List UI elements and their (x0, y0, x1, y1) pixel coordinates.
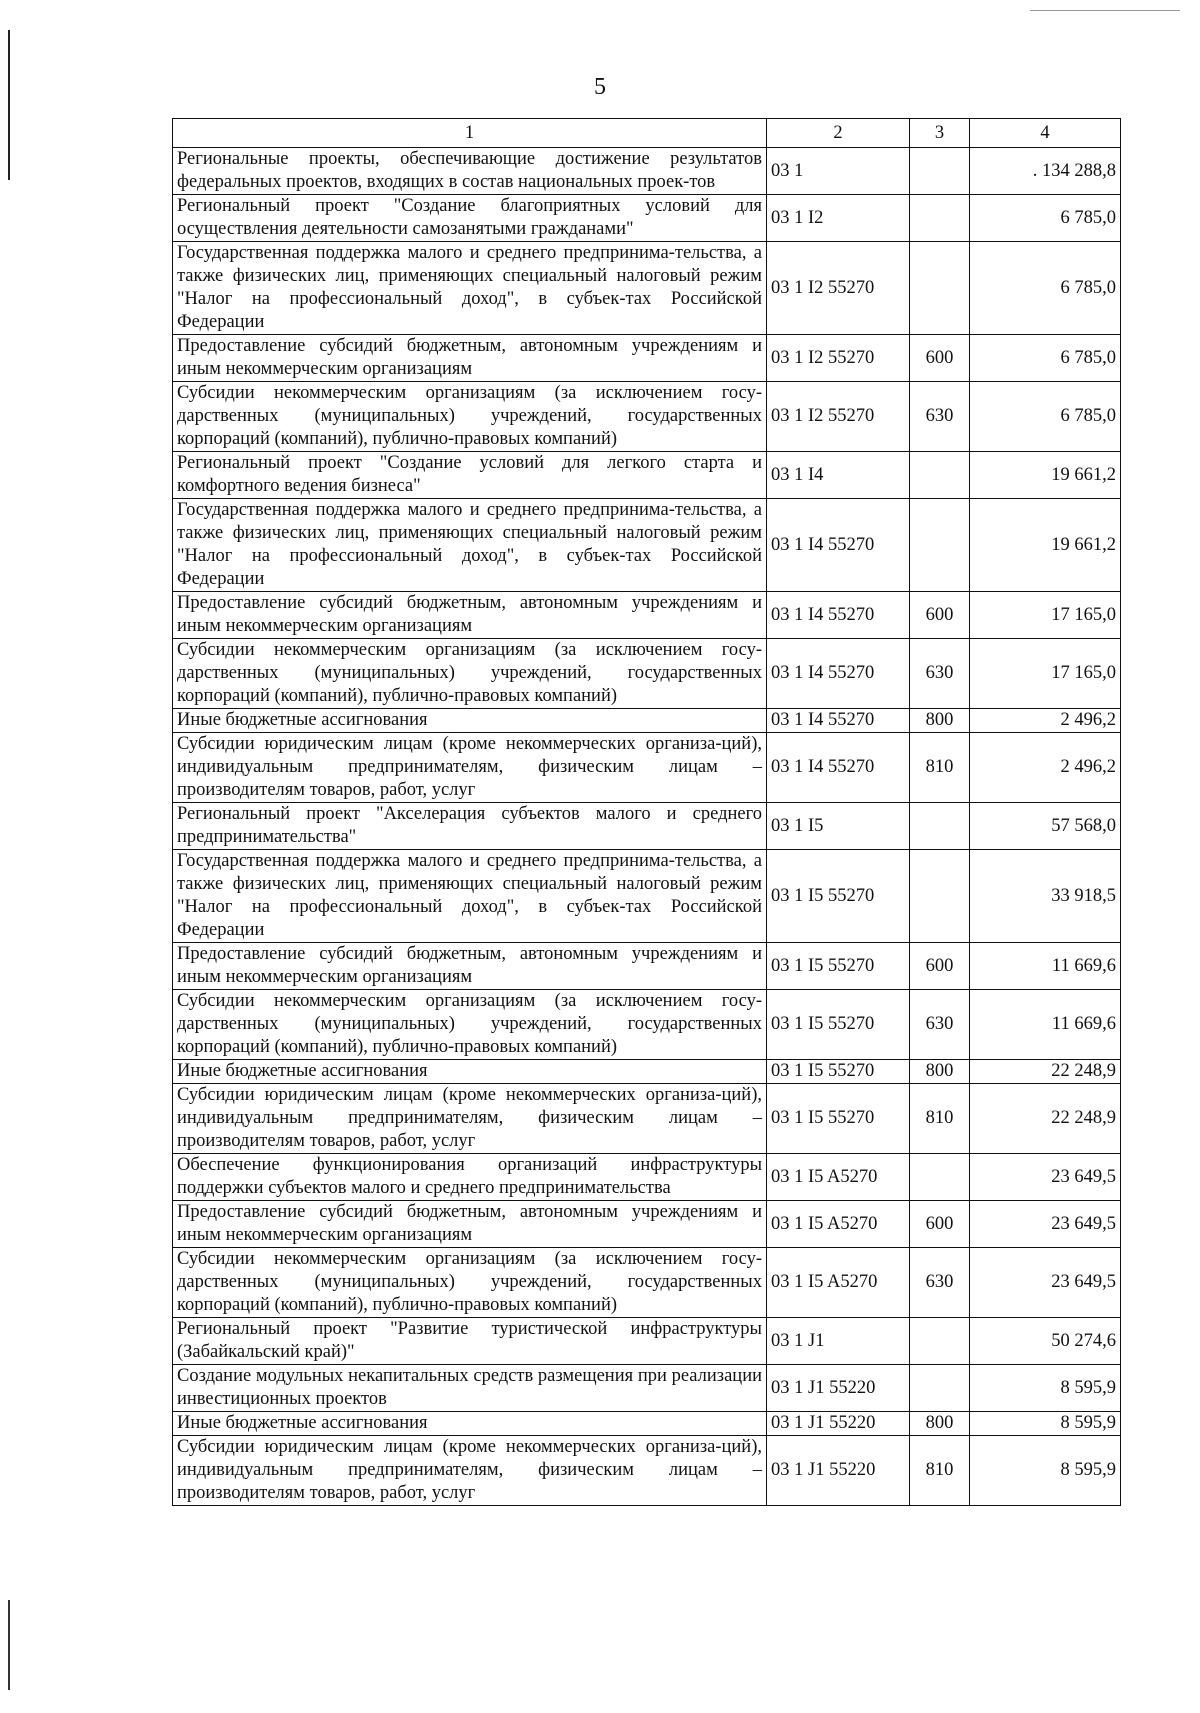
row-name-cell: Субсидии некоммерческим организациям (за исключением госу-дарственных (муниципальных) учреждений, государственных корпораций (компаний), публично-правовых компаний) (173, 990, 767, 1060)
row-code-cell: 03 1 I2 (767, 195, 910, 242)
row-name-cell: Региональный проект "Создание благоприятных условий для осуществления деятельности самозанятыми гражданами" (173, 195, 767, 242)
row-type-cell: 600 (910, 1201, 970, 1248)
row-name-cell: Региональный проект "Создание условий для легкого старта и комфортного ведения бизнеса" (173, 452, 767, 499)
row-code-cell: 03 1 I5 55270 (767, 943, 910, 990)
row-type-cell (910, 850, 970, 943)
row-amount-cell: 8 595,9 (970, 1412, 1121, 1436)
row-code-cell: 03 1 I4 55270 (767, 733, 910, 803)
row-amount-cell: 11 669,6 (970, 990, 1121, 1060)
table-row (173, 733, 1121, 803)
table-header-row (173, 119, 1121, 148)
row-name-cell: Государственная поддержка малого и среднего предпринима-тельства, а также физических лиц, применяющих специальный налоговый режим "Налог на профессиональный доход", в субъек-тах Российской Федерации (173, 242, 767, 335)
row-type-cell: 600 (910, 943, 970, 990)
row-amount-cell: 17 165,0 (970, 592, 1121, 639)
row-code-cell: 03 1 I5 55270 (767, 1084, 910, 1154)
row-code-cell: 03 1 (767, 148, 910, 195)
row-type-cell (910, 1365, 970, 1412)
budget-table (172, 118, 1121, 1506)
row-code-cell: 03 1 I5 A5270 (767, 1154, 910, 1201)
row-amount-cell: 19 661,2 (970, 452, 1121, 499)
row-code-cell: 03 1 I5 55270 (767, 850, 910, 943)
row-amount-cell: 23 649,5 (970, 1154, 1121, 1201)
scan-edge-mark (8, 1600, 10, 1690)
page-number: 5 (594, 74, 606, 100)
column-header-1: 1 (173, 119, 767, 148)
table-row (173, 1412, 1121, 1436)
row-code-cell: 03 1 I5 55270 (767, 1060, 910, 1084)
row-name-cell: Региональные проекты, обеспечивающие достижение результатов федеральных проектов, входящих в состав национальных проек-тов (173, 148, 767, 195)
row-code-cell: 03 1 I4 55270 (767, 499, 910, 592)
row-name-cell: Субсидии некоммерческим организациям (за исключением госу-дарственных (муниципальных) учреждений, государственных корпораций (компаний), публично-правовых компаний) (173, 639, 767, 709)
row-amount-cell: 50 274,6 (970, 1318, 1121, 1365)
row-amount-cell: 19 661,2 (970, 499, 1121, 592)
row-type-cell: 630 (910, 1248, 970, 1318)
table-row (173, 242, 1121, 335)
row-amount-cell: 8 595,9 (970, 1436, 1121, 1506)
row-name-cell: Субсидии некоммерческим организациям (за исключением госу-дарственных (муниципальных) учреждений, государственных корпораций (компаний), публично-правовых компаний) (173, 382, 767, 452)
row-amount-cell: 17 165,0 (970, 639, 1121, 709)
row-name-cell: Предоставление субсидий бюджетным, автономным учреждениям и иным некоммерческим организациям (173, 335, 767, 382)
row-name-cell: Создание модульных некапитальных средств размещения при реализации инвестиционных проектов (173, 1365, 767, 1412)
table-row (173, 709, 1121, 733)
row-code-cell: 03 1 I5 A5270 (767, 1201, 910, 1248)
table-row (173, 592, 1121, 639)
row-type-cell: 810 (910, 1436, 970, 1506)
row-code-cell: 03 1 J1 55220 (767, 1365, 910, 1412)
row-type-cell: 800 (910, 1412, 970, 1436)
table-row (173, 1154, 1121, 1201)
row-name-cell: Предоставление субсидий бюджетным, автономным учреждениям и иным некоммерческим организациям (173, 1201, 767, 1248)
row-amount-cell: 22 248,9 (970, 1060, 1121, 1084)
table-row (173, 195, 1121, 242)
row-name-cell: Субсидии юридическим лицам (кроме некоммерческих организа-ций), индивидуальным предпринимателям, физическим лицам – производителям товаров, работ, услуг (173, 733, 767, 803)
table-row (173, 943, 1121, 990)
row-type-cell: 800 (910, 709, 970, 733)
scan-edge-mark (8, 30, 10, 180)
row-type-cell (910, 195, 970, 242)
row-name-cell: Региональный проект "Акселерация субъектов малого и среднего предпринимательства" (173, 803, 767, 850)
row-name-cell: Обеспечение функционирования организаций инфраструктуры поддержки субъектов малого и среднего предпринимательства (173, 1154, 767, 1201)
table-row (173, 990, 1121, 1060)
row-amount-cell: 57 568,0 (970, 803, 1121, 850)
row-amount-cell: 6 785,0 (970, 242, 1121, 335)
row-name-cell: Субсидии некоммерческим организациям (за исключением госу-дарственных (муниципальных) учреждений, государственных корпораций (компаний), публично-правовых компаний) (173, 1248, 767, 1318)
row-code-cell: 03 1 I2 55270 (767, 382, 910, 452)
table-row (173, 382, 1121, 452)
table-row (173, 1248, 1121, 1318)
table-row (173, 335, 1121, 382)
row-name-cell: Иные бюджетные ассигнования (173, 709, 767, 733)
row-type-cell (910, 1318, 970, 1365)
row-name-cell: Иные бюджетные ассигнования (173, 1412, 767, 1436)
row-code-cell: 03 1 J1 (767, 1318, 910, 1365)
row-type-cell: 630 (910, 990, 970, 1060)
row-code-cell: 03 1 I4 55270 (767, 709, 910, 733)
row-amount-cell: 2 496,2 (970, 709, 1121, 733)
row-name-cell: Государственная поддержка малого и среднего предпринима-тельства, а также физических лиц, применяющих специальный налоговый режим "Налог на профессиональный доход", в субъек-тах Российской Федерации (173, 499, 767, 592)
row-name-cell: Иные бюджетные ассигнования (173, 1060, 767, 1084)
row-code-cell: 03 1 I4 55270 (767, 639, 910, 709)
row-amount-cell: 11 669,6 (970, 943, 1121, 990)
row-name-cell: Предоставление субсидий бюджетным, автономным учреждениям и иным некоммерческим организациям (173, 592, 767, 639)
row-code-cell: 03 1 I5 55270 (767, 990, 910, 1060)
row-name-cell: Государственная поддержка малого и среднего предпринима-тельства, а также физических лиц, применяющих специальный налоговый режим "Налог на профессиональный доход", в субъек-тах Российской Федерации (173, 850, 767, 943)
row-type-cell: 800 (910, 1060, 970, 1084)
row-code-cell: 03 1 I4 (767, 452, 910, 499)
table-row (173, 1436, 1121, 1506)
row-amount-cell: 33 918,5 (970, 850, 1121, 943)
table-row (173, 1084, 1121, 1154)
row-name-cell: Предоставление субсидий бюджетным, автономным учреждениям и иным некоммерческим организациям (173, 943, 767, 990)
row-name-cell: Региональный проект "Развитие туристической инфраструктуры (Забайкальский край)" (173, 1318, 767, 1365)
table-row (173, 803, 1121, 850)
row-amount-cell: 6 785,0 (970, 382, 1121, 452)
column-header-4: 4 (970, 119, 1121, 148)
table-row (173, 1060, 1121, 1084)
row-name-cell: Субсидии юридическим лицам (кроме некоммерческих организа-ций), индивидуальным предпринимателям, физическим лицам – производителям товаров, работ, услуг (173, 1084, 767, 1154)
scan-edge-mark (1030, 10, 1180, 11)
table-row (173, 452, 1121, 499)
row-type-cell (910, 1154, 970, 1201)
row-type-cell: 630 (910, 382, 970, 452)
row-amount-cell: . 134 288,8 (970, 148, 1121, 195)
row-amount-cell: 23 649,5 (970, 1201, 1121, 1248)
row-type-cell (910, 499, 970, 592)
table-row (173, 148, 1121, 195)
row-type-cell: 600 (910, 335, 970, 382)
row-code-cell: 03 1 I5 A5270 (767, 1248, 910, 1318)
row-amount-cell: 22 248,9 (970, 1084, 1121, 1154)
column-header-2: 2 (767, 119, 910, 148)
table-row (173, 1201, 1121, 1248)
row-type-cell (910, 242, 970, 335)
table-row (173, 639, 1121, 709)
row-name-cell: Субсидии юридическим лицам (кроме некоммерческих организа-ций), индивидуальным предпринимателям, физическим лицам – производителям товаров, работ, услуг (173, 1436, 767, 1506)
row-code-cell: 03 1 I2 55270 (767, 242, 910, 335)
row-code-cell: 03 1 I4 55270 (767, 592, 910, 639)
row-code-cell: 03 1 I5 (767, 803, 910, 850)
row-type-cell: 810 (910, 1084, 970, 1154)
row-amount-cell: 6 785,0 (970, 335, 1121, 382)
column-header-3: 3 (910, 119, 970, 148)
row-amount-cell: 23 649,5 (970, 1248, 1121, 1318)
table-row (173, 1318, 1121, 1365)
row-type-cell (910, 148, 970, 195)
row-type-cell: 810 (910, 733, 970, 803)
row-amount-cell: 6 785,0 (970, 195, 1121, 242)
table-row (173, 850, 1121, 943)
row-type-cell (910, 452, 970, 499)
row-code-cell: 03 1 I2 55270 (767, 335, 910, 382)
row-type-cell: 600 (910, 592, 970, 639)
row-amount-cell: 8 595,9 (970, 1365, 1121, 1412)
row-type-cell: 630 (910, 639, 970, 709)
row-type-cell (910, 803, 970, 850)
row-code-cell: 03 1 J1 55220 (767, 1412, 910, 1436)
row-code-cell: 03 1 J1 55220 (767, 1436, 910, 1506)
table-row (173, 1365, 1121, 1412)
table-row (173, 499, 1121, 592)
row-amount-cell: 2 496,2 (970, 733, 1121, 803)
